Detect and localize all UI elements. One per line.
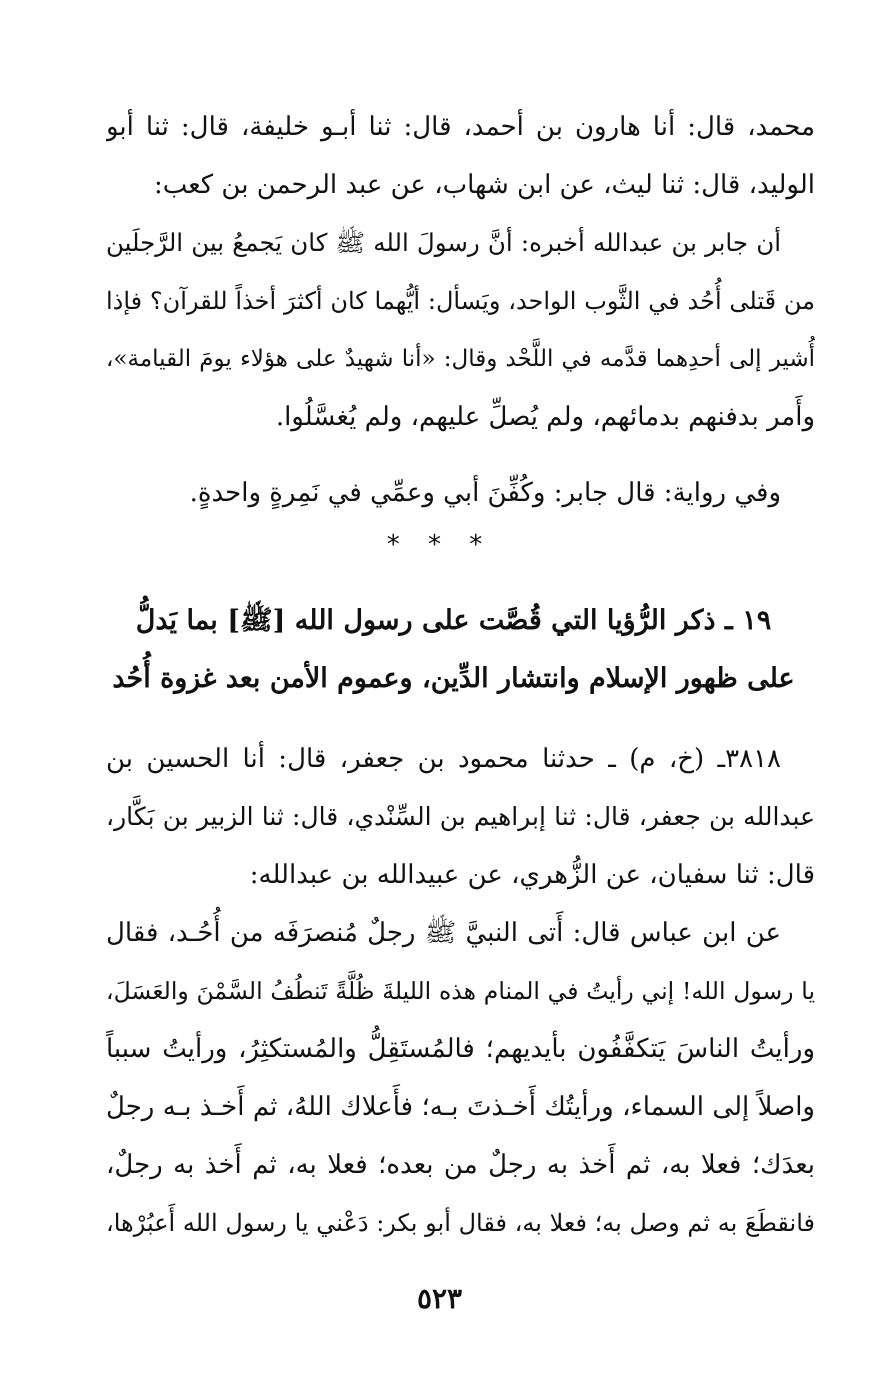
text-line: محمد، قال: أنا هارون بن أحمد، قال: ثنا أبـو خليفة، قال: ثنا أبو bbox=[106, 112, 815, 142]
text-line: ورأيتُ الناسَ يَتكفَّفُون بأيديهم؛ فالمُستَقِلُّ والمُستكثِرُ، ورأيتُ سبباً bbox=[106, 1034, 815, 1064]
heading-line: ١٩ ـ ذكر الرُّؤيا التي قُصَّت على رسول الله [ﷺ] بما يَدلُّ bbox=[135, 605, 772, 636]
text-line: فانقطَعَ به ثم وصل به؛ فعلا به، فقال أبو بكر: دَعْني يا رسول الله أَعبُرْها، bbox=[106, 1209, 815, 1237]
text-line: الوليد، قال: ثنا ليث، عن ابن شهاب، عن عبد الرحمن بن كعب: bbox=[153, 170, 815, 200]
page-number: ٥٢٣ bbox=[416, 1282, 463, 1315]
text-line: يا رسول الله! إني رأيتُ في المنام هذه الليلةَ ظُلَّةً تَنطُفُ السَّمْنَ والعَسَلَ، bbox=[106, 977, 815, 1005]
chapter-heading bbox=[92, 592, 815, 708]
text-line: عبدالله بن جعفر، قال: ثنا إبراهيم بن السِّنْدي، قال: ثنا الزبير بن بَكَّار، bbox=[106, 802, 815, 831]
text-line: عن ابن عباس قال: أَتى النبيَّ ﷺ رجلٌ مُنصرَفَه من أُحُـد، فقال bbox=[106, 918, 781, 948]
hadith-matn bbox=[106, 904, 815, 1252]
text-line: قال: ثنا سفيان، عن الزُّهري، عن عبيدالله بن عبدالله: bbox=[249, 860, 815, 890]
paragraph-riwaya bbox=[106, 464, 815, 522]
text-line: ٣٨١٨ـ (خ، م) ـ حدثنا محمود بن جعفر، قال: أنا الحسين بن bbox=[106, 744, 781, 774]
heading-line: على ظهور الإسلام وانتشار الدِّين، وعموم الأمن بعد غزوة أُحُد bbox=[112, 663, 795, 694]
text-line: وأَمر بدفنهم بدمائهم، ولم يُصلِّ عليهم، ولم يُغسَّلُوا. bbox=[275, 402, 815, 432]
text-line: واصلاً إلى السماء، ورأيتُك أَخـذتَ بـه؛ فأَعلاك اللهُ، ثم أَخـذ بـه رجلٌ bbox=[106, 1092, 815, 1122]
text-line: بعدَك؛ فعلا به، ثم أَخذ به رجلٌ من بعده؛ فعلا به، ثم أَخذ به رجلٌ، bbox=[106, 1150, 815, 1180]
hadith-isnad bbox=[106, 730, 815, 904]
text-line: أُشير إلى أحدِهما قدَّمه في اللَّحْد وقال: «أنا شهيدٌ على هؤلاء يومَ القيامة»، bbox=[106, 346, 815, 372]
paragraph-isnad-top bbox=[106, 98, 815, 214]
text-line: من قَتلى أُحُد في الثَّوب الواحد، ويَسأل: أيُّهما كان أكثرَ أخذاً للقرآن؟ فإذا bbox=[106, 287, 815, 315]
paragraph-jabir bbox=[106, 214, 815, 446]
text-line: أن جابر بن عبدالله أخبره: أنَّ رسولَ الله ﷺ كان يَجمعُ بين الرَّجلَين bbox=[106, 228, 781, 257]
section-separator: * * * bbox=[386, 530, 493, 560]
text-line: وفي رواية: قال جابر: وكُفِّنَ أبي وعمِّي في نَمِرةٍ واحدةٍ. bbox=[189, 478, 781, 508]
